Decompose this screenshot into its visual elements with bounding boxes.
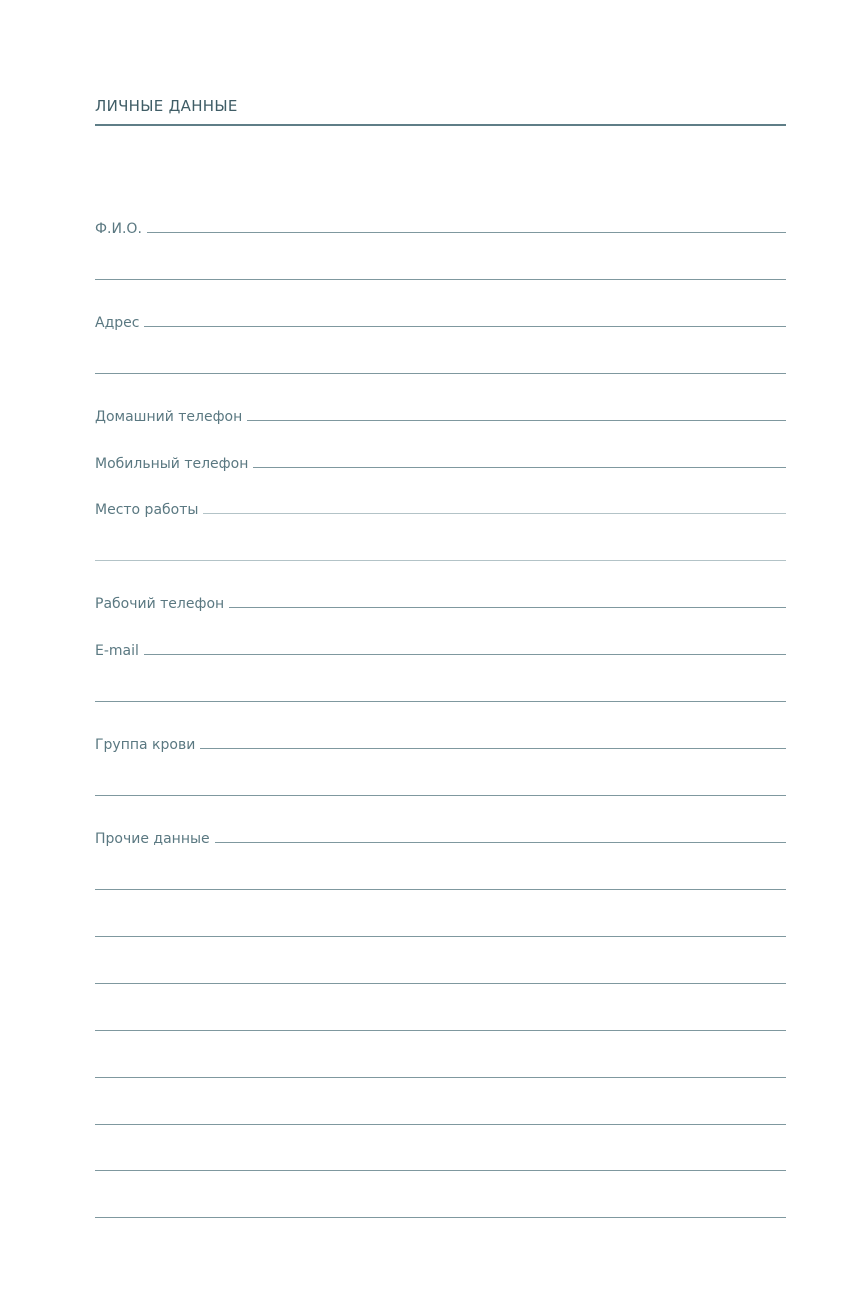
other-data-line[interactable] bbox=[95, 1124, 786, 1125]
other-data-line[interactable] bbox=[95, 983, 786, 984]
blood-type-continuation-line[interactable] bbox=[95, 795, 786, 796]
home-phone-row bbox=[95, 381, 786, 425]
fio-field[interactable] bbox=[147, 232, 786, 233]
workplace-field[interactable] bbox=[203, 513, 786, 514]
mobile-phone-row bbox=[95, 428, 786, 472]
email-label: E-mail bbox=[95, 643, 139, 659]
home-phone-field[interactable] bbox=[247, 420, 786, 421]
email-continuation-line[interactable] bbox=[95, 701, 786, 702]
address-continuation-line[interactable] bbox=[95, 373, 786, 374]
workplace-label: Место работы bbox=[95, 502, 199, 518]
home-phone-label: Домашний телефон bbox=[95, 409, 243, 425]
other-data-line[interactable] bbox=[95, 1217, 786, 1218]
other-data-line[interactable] bbox=[95, 889, 786, 890]
address-label: Адрес bbox=[95, 315, 140, 331]
other-data-row bbox=[95, 803, 786, 847]
email-field[interactable] bbox=[144, 654, 786, 655]
blood-type-label: Группа крови bbox=[95, 737, 196, 753]
blood-type-field[interactable] bbox=[200, 748, 786, 749]
other-data-label: Прочие данные bbox=[95, 831, 210, 847]
work-phone-field[interactable] bbox=[229, 607, 786, 608]
other-data-line[interactable] bbox=[95, 1170, 786, 1171]
other-data-line[interactable] bbox=[95, 1077, 786, 1078]
page-title: ЛИЧНЫЕ ДАННЫЕ bbox=[95, 97, 238, 115]
workplace-continuation-line[interactable] bbox=[95, 560, 786, 561]
address-field[interactable] bbox=[144, 326, 786, 327]
title-divider bbox=[95, 124, 786, 126]
blood-type-row bbox=[95, 709, 786, 753]
other-data-line[interactable] bbox=[95, 1030, 786, 1031]
workplace-row bbox=[95, 474, 786, 518]
work-phone-row bbox=[95, 568, 786, 612]
other-data-line[interactable] bbox=[95, 936, 786, 937]
mobile-phone-field[interactable] bbox=[253, 467, 786, 468]
fio-label: Ф.И.О. bbox=[95, 221, 142, 237]
fio-continuation-line[interactable] bbox=[95, 279, 786, 280]
email-row bbox=[95, 615, 786, 659]
work-phone-label: Рабочий телефон bbox=[95, 596, 225, 612]
address-row bbox=[95, 287, 786, 331]
other-data-field[interactable] bbox=[215, 842, 786, 843]
mobile-phone-label: Мобильный телефон bbox=[95, 456, 249, 472]
fio-row bbox=[95, 193, 786, 237]
